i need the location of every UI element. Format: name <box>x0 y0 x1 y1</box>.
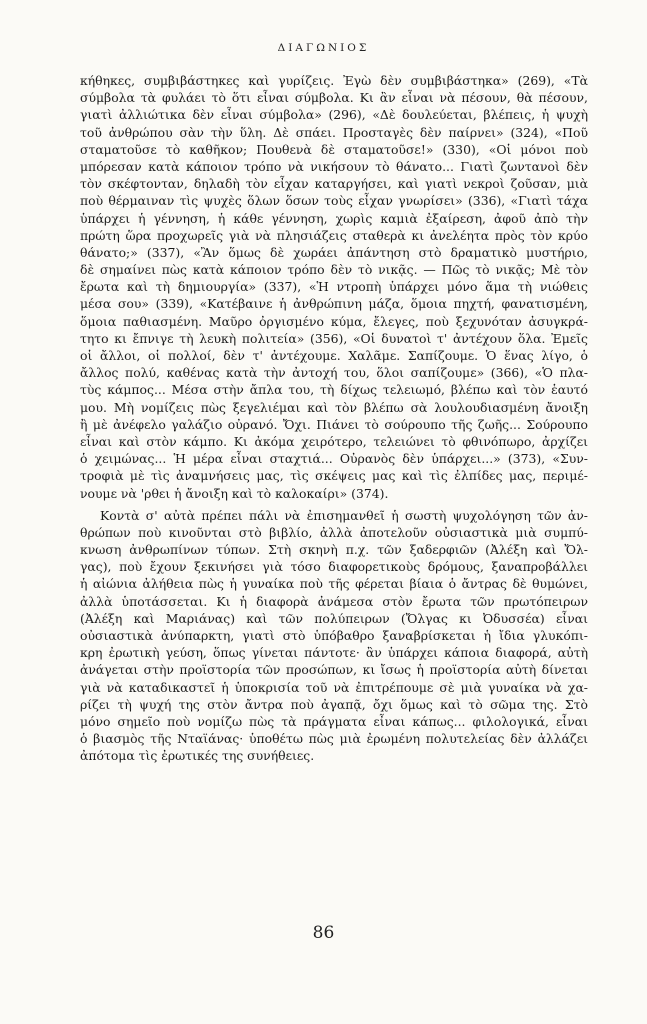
text-line: γιὰ νὰ καταδικαστεῖ ἡ ὑποκρισία τοῦ νὰ ἐπιτρέπουμε σὲ μιὰ γυναίκα νὰ χα- <box>80 679 588 695</box>
text-line: θρώπων ποὺ κινοῦνται στὸ βιβλίο, ἀλλὰ ἀποτελοῦν οὐσιαστικὰ μιὰ συμπύ- <box>80 524 588 540</box>
text-line: Κοντὰ σ' αὐτὰ πρέπει πάλι νὰ ἐπισημανθεῖ ἡ σωστὴ ψυχολόγηση τῶν ἀν- <box>100 507 588 523</box>
text-line: τὺς κάμπος... Μέσα στὴν ἄπλα του, τὴ δίχως τελειωμό, βλέπω καὶ τὸν ἑαυτό <box>80 382 588 398</box>
text-line: ὑπάρχει ἡ γέννηση, ἡ κάθε γέννηση, χωρὶς καμιὰ ἐξαίρεση, ἀφοῦ ἀπὸ τὴν <box>80 210 588 226</box>
text-line: ἀλλὰ ὑποτάσσεται. Κι ἡ διαφορὰ ἀνάμεσα στὸν ἔρωτα τῶν πρωτόπειρων <box>80 593 588 609</box>
text-line: ὅμοια παθιασμένη. Μαῦρο ὀργισμένο κύμα, ἔλεγες, ποὺ ξεχυνόταν ἀσυγκρά- <box>80 313 588 329</box>
text-line: ρίζει τὴ ψυχή της στὸν ἄντρα ποὺ ἀγαπᾷ, ὄχι ὅμως καὶ τὸ σῶμα της. Στὸ <box>80 696 588 712</box>
text-line: μόνο σημεῖο ποὺ νομίζω πὼς τὰ πράγματα εἶναι κάπως... φιλολογικά, εἶναι <box>80 713 588 729</box>
text-line: σύμβολα τὰ φυλάει τὸ ὅτι εἶναι σύμβολα. Κι ἂν εἶναι νὰ πέσουν, θὰ πέσουν, <box>80 90 588 106</box>
text-line: ἀπότομα τὶς ἐρωτικές της συνήθειες. <box>80 748 315 764</box>
text-line: τροφιὰ μὲ τὶς ἀναμνήσεις μας, τὶς σκέψεις μας καὶ τὶς ἐλπίδες μας, περιμέ- <box>80 468 588 484</box>
text-line: δὲ σημαίνει πὼς κατὰ κάποιον τρόπο δὲν τὸ νικᾷς. — Πῶς τὸ νικᾷς; Μὲ τὸν <box>80 262 588 278</box>
paragraph-2 <box>80 507 588 765</box>
text-line: ὁ χειμώνας... Ἡ μέρα εἶναι σταχτιά... Οὐρανὸς δὲν ὑπάρχει...» (373), «Συν- <box>80 451 588 467</box>
text-line: ἀνάγεται στὴν προϊστορία τῶν προσώπων, κι ἴσως ἡ προϊστορία αὐτὴ δίνεται <box>80 662 588 678</box>
text-line: τὸν σκέφτονταν, δηλαδὴ τὸν εἶχαν καταργήσει, καὶ γιατὶ νεκροὶ ζοῦσαν, μιὰ <box>80 176 588 192</box>
text-line: τητο κι ἔπνιγε τὴ λευκὴ πολιτεία» (356), «Οἱ δυνατοὶ τ' ἀντέχουν ὅλα. Ἐμεῖς <box>80 330 588 346</box>
text-line: νουμε νὰ 'ρθει ἡ ἄνοιξη καὶ τὸ καλοκαίρι» (374). <box>80 485 389 501</box>
body-text <box>80 72 588 765</box>
text-line: οἱ ἄλλοι, οἱ πολλοί, δὲν τ' ἀντέχουμε. Χαλᾶμε. Σαπίζουμε. Ὁ ἕνας λίγο, ὁ <box>80 348 588 363</box>
text-line: ὁ βιασμὸς τῆς Νταϊάνας· ὑποθέτω πὼς μιὰ ἐρωμένη πολυτελείας δὲν ἀλλάζει <box>80 731 588 747</box>
text-line: ποὺ θέρμαιναν τὶς ψυχὲς ὅλων ὅσων τοὺς εἶχαν γνωρίσει» (336), «Γιατὶ τάχα <box>80 193 588 209</box>
text-line: γιατὶ ἀλλιώτικα δὲν εἶναι σύμβολα» (296), «Δὲ δουλεύεται, βλέπεις, ἡ ψυχὴ <box>80 107 588 123</box>
page-number: 86 <box>312 923 335 943</box>
text-line: μπόρεσαν κατὰ κάποιον τρόπο νὰ νικήσουν τὸ θάνατο... Γιατὶ ζωντανοὶ δὲν <box>80 158 588 174</box>
text-line: γας), ποὺ ἔχουν ξεκινήσει γιὰ τόσο διαφορετικοὺς δρόμους, ξαναπροβάλλει <box>80 559 588 575</box>
text-line: ἢ μὲ ἀνέφελο γαλάζιο οὐρανό. Ὄχι. Πιάνει τὸ σούρουπο τῆς ζωῆς... Σούρουπο <box>80 416 588 432</box>
text-line: κήθηκες, συμβιβάστηκες καὶ γυρίζεις. Ἐγὼ δὲν συμβιβάστηκα» (269), «Τὰ <box>80 73 588 88</box>
text-line: μέσα σου» (339), «Κατέβαινε ἡ ἀνθρώπινη μάζα, ὅμοια πηχτή, φανατισμένη, <box>80 296 588 312</box>
paragraph-1 <box>80 72 588 502</box>
text-line: (Ἀλέξη καὶ Μαριάνας) καὶ τῶν πολύπειρων (Ὄλγας κι Ὀδυσσέα) εἶναι <box>80 610 588 626</box>
text-line: πρώτη ὥρα προχωρεῖς γιὰ νὰ πλησιάζεις σταθερὰ κι ἀνελέητα πρὸς τὸν κρύο <box>80 227 588 243</box>
text-line: εἶναι καὶ στὸν κάμπο. Κι ἀκόμα χειρότερο, τελειώνει τὸ φθινόπωρο, ἀρχίζει <box>80 433 588 449</box>
text-line: ἔρωτα καὶ τὴ δημιουργία» (337), «Ἡ ντροπὴ ὑπάρχει μόνο ἅμα τὴ νιώθεις <box>80 279 588 295</box>
text-line: κρη ἐρωτικὴ γεύση, ὅπως γίνεται πάντοτε· ἂν ὑπάρχει κάποια διαφορά, αὐτὴ <box>80 645 588 661</box>
text-line: ἡ αἰώνια ἀλήθεια πὼς ἡ γυναίκα ποὺ τῆς φέρεται βίαια ὁ ἄντρας δὲ θυμώνει, <box>80 576 588 592</box>
text-line: κνωση ἀνθρωπίνων τύπων. Στὴ σκηνὴ π.χ. τῶν ξαδερφιῶν (Ἀλέξη καὶ Ὄλ- <box>80 542 588 558</box>
text-line: θάνατο;» (337), «Ἂν ὅμως δὲ χωράει ἀπάντηση στὸ δραματικὸ μυστήριο, <box>80 244 588 260</box>
running-head: ΔΙΑΓΩΝΙΟΣ <box>277 42 370 54</box>
text-line: τοῦ ἀνθρώπου σὰν τὴν ὕλη. Δὲ σπάει. Προσταγὲς δὲν παίρνει» (324), «Ποῦ <box>80 124 588 140</box>
text-line: μου. Μὴ νομίζεις πὼς ξεγελιέμαι καὶ τὸν βλέπω σὰ λουλουδιασμένη ἄνοιξη <box>80 399 588 415</box>
text-line: σταματοῦσε τὸ καθῆκον; Πουθενὰ δὲ σταματοῦσε!» (330), «Οἱ μόνοι ποὺ <box>80 141 588 157</box>
text-line: ἄλλος πολύ, καθένας κατὰ τὴν ἀντοχή του, ὅλοι σαπίζουμε» (366), «Ὁ πλα- <box>80 365 588 381</box>
text-line: οὐσιαστικὰ ἀνύπαρκτη, γιατὶ στὸ ὑπόβαθρο ξαναβρίσκεται ἡ ἴδια γλυκόπι- <box>80 628 588 643</box>
